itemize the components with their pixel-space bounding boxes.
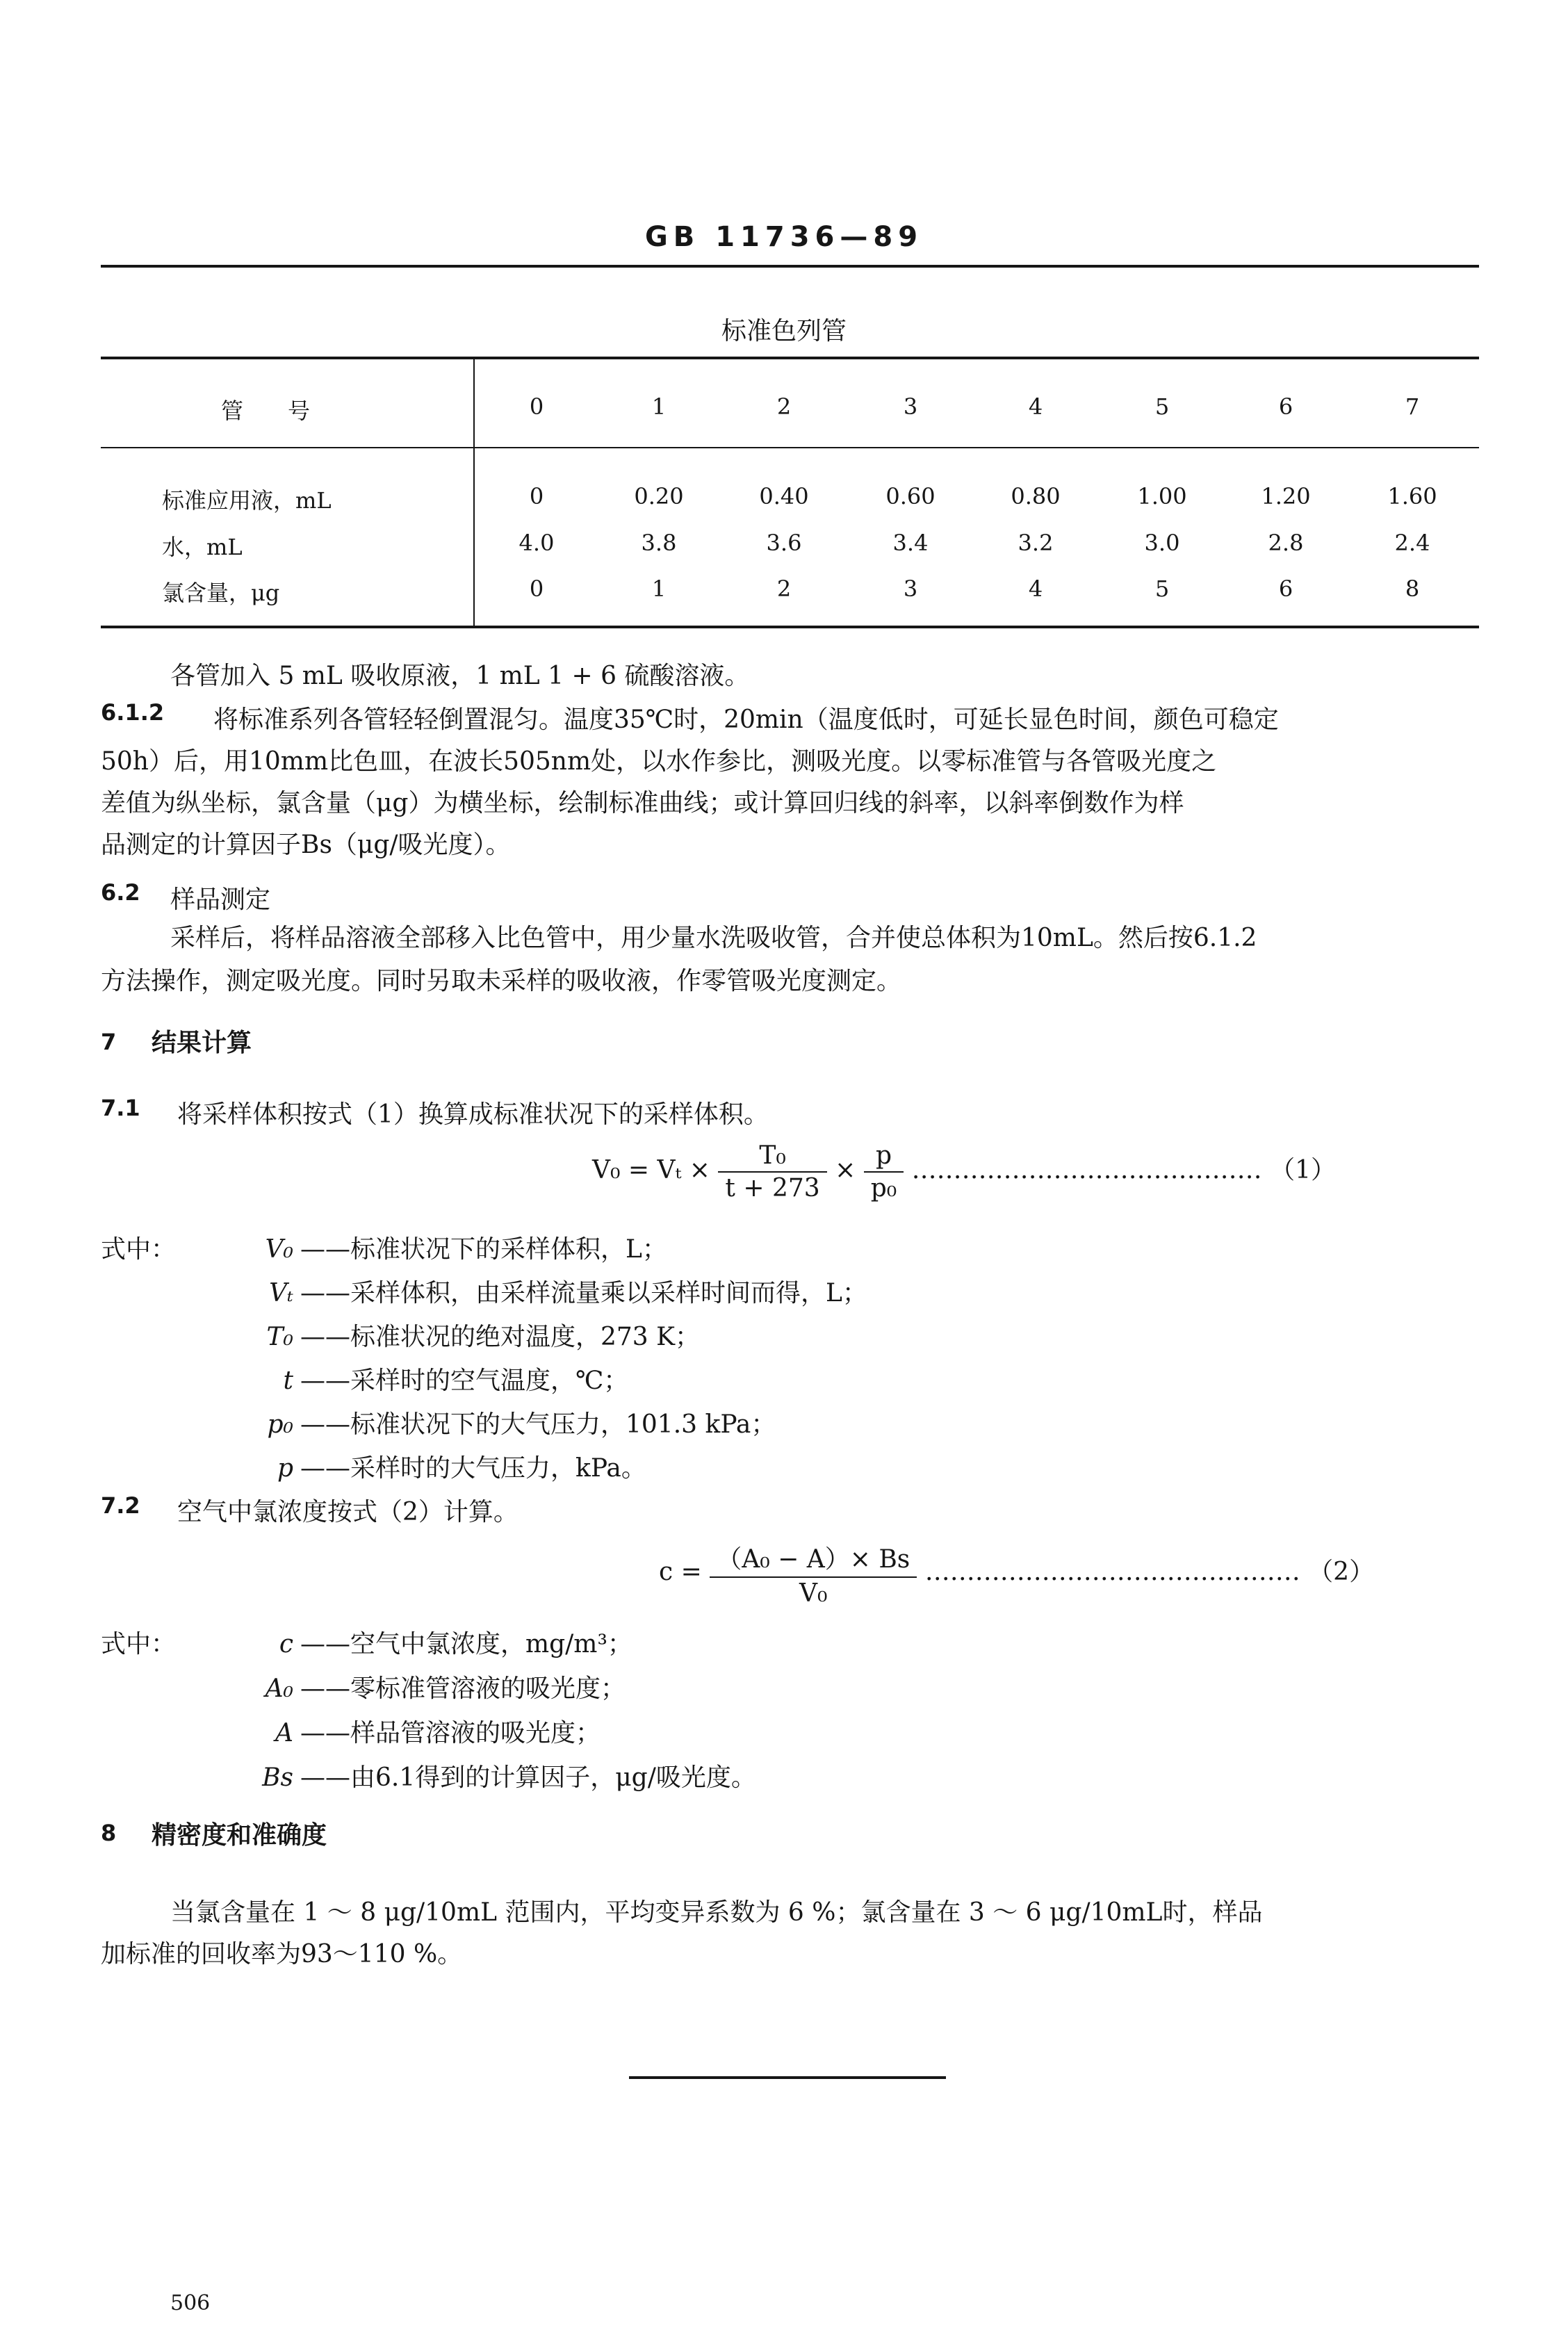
tube-number-7: 7 [1405, 393, 1420, 420]
section-number-6-2: 6.2 [101, 879, 140, 906]
eq1-lhs: V₀ = Vₜ × [592, 1156, 710, 1184]
vars1-desc-1: ——采样体积，由采样流量乘以采样时间而得，L； [300, 1279, 867, 1307]
table-cell-r2-c1: 1 [651, 576, 667, 602]
table-cell-r1-c1: 3.8 [641, 530, 677, 556]
table-row-label-2: 氯含量，μg [162, 580, 280, 606]
table-cell-r1-c3: 3.4 [892, 530, 929, 556]
eq1-fraction-temperature [718, 1141, 826, 1202]
table-cell-r0-c7: 1.60 [1387, 483, 1437, 509]
vars2-symbol-0: c [279, 1630, 293, 1658]
tube-number-1: 1 [651, 393, 667, 420]
vars1-desc-5: ——采样时的大气压力，kPa。 [300, 1454, 646, 1483]
eq1-frac1-numerator: T₀ [718, 1141, 826, 1173]
section-6-1-2-line-4: 品测定的计算因子Bs（μg/吸光度）。 [101, 831, 511, 859]
table-cell-r0-c6: 1.20 [1261, 483, 1311, 509]
vars1-symbol-5: p [277, 1454, 293, 1483]
table-cell-r1-c0: 4.0 [518, 530, 555, 556]
table-cell-r1-c4: 3.2 [1018, 530, 1054, 556]
table-cell-r2-c5: 5 [1154, 576, 1170, 602]
table-cell-r2-c2: 2 [776, 576, 792, 602]
table-bottom-rule [101, 626, 1479, 628]
equation-1 [592, 1141, 1336, 1202]
vars2-symbol-2: A [275, 1719, 293, 1747]
end-rule [629, 2076, 946, 2079]
eq1-times: × [835, 1156, 856, 1184]
vars2-symbol-3: Bs [262, 1763, 293, 1792]
section-8-title: 精密度和准确度 [152, 1820, 327, 1850]
table-caption: 标准色列管 [721, 317, 847, 345]
table-cell-r2-c3: 3 [903, 576, 918, 602]
header-rule [101, 265, 1479, 268]
vars2-desc-0: ——空气中氯浓度，mg/m³； [300, 1630, 632, 1658]
section-number-6-1-2: 6.1.2 [101, 699, 165, 726]
where-label-2: 式中： [101, 1630, 177, 1658]
table-cell-r0-c3: 0.60 [885, 483, 936, 509]
section-7-1-text: 将采样体积按式（1）换算成标准状况下的采样体积。 [177, 1100, 769, 1129]
where-label-1: 式中： [101, 1235, 177, 1264]
vars1-symbol-4: p₀ [267, 1410, 293, 1439]
table-head-rule [101, 447, 1479, 448]
eq2-fraction [710, 1540, 917, 1608]
section-8-line-2: 加标准的回收率为93～110 %。 [101, 1940, 463, 1968]
table-cell-r2-c4: 4 [1028, 576, 1043, 602]
vars1-symbol-3: t [283, 1367, 293, 1395]
tube-number-5: 5 [1154, 393, 1170, 420]
equation-2 [659, 1540, 1374, 1608]
eq2-denominator: V₀ [799, 1579, 828, 1608]
table-row-label-0: 标准应用液，mL [162, 487, 332, 514]
paragraph-add-reagent: 各管加入 5 mL 吸收原液，1 mL 1 + 6 硫酸溶液。 [170, 662, 750, 690]
section-8-line-1: 当氯含量在 1 ～ 8 μg/10mL 范围内，平均变异系数为 6 %；氯含量在 3 ～ 6 μg/10mL时，样品 [170, 1898, 1263, 1927]
eq1-frac2-denominator: p₀ [870, 1174, 897, 1202]
section-6-2-line-2: 方法操作，测定吸光度。同时另取未采样的吸收液，作零管吸光度测定。 [101, 967, 902, 995]
eq2-leader: ……………………………………… [924, 1558, 1300, 1586]
eq2-numerator: （A₀ − A）× Bs [710, 1540, 917, 1578]
section-6-2-title: 样品测定 [170, 886, 271, 914]
document-header: GB 11736—89 [644, 221, 924, 253]
table-cell-r2-c7: 8 [1405, 576, 1420, 602]
vars1-desc-2: ——标准状况的绝对温度，273 K； [300, 1323, 701, 1351]
table-cell-r0-c4: 0.80 [1011, 483, 1061, 509]
vars1-symbol-0: V₀ [265, 1235, 293, 1264]
table-cell-r0-c1: 0.20 [634, 483, 684, 509]
eq1-fraction-pressure [864, 1141, 904, 1202]
tube-number-6: 6 [1278, 393, 1293, 420]
section-6-1-2-line-2: 50h）后，用10mm比色皿，在波长505nm处，以水作参比，测吸光度。以零标准管与各管吸光度之 [101, 747, 1217, 776]
section-number-7: 7 [101, 1029, 117, 1055]
eq2-number: （2） [1308, 1558, 1375, 1586]
vars2-desc-1: ——零标准管溶液的吸光度； [300, 1674, 626, 1703]
section-number-7-2: 7.2 [101, 1492, 140, 1519]
section-number-7-1: 7.1 [101, 1095, 140, 1121]
table-vertical-rule [473, 358, 475, 627]
section-7-title: 结果计算 [152, 1028, 252, 1057]
table-top-rule [101, 357, 1479, 359]
tube-number-2: 2 [776, 393, 792, 420]
table-row-label-1: 水，mL [162, 534, 243, 560]
vars1-symbol-2: T₀ [266, 1323, 293, 1351]
vars1-desc-0: ——标准状况下的采样体积，L； [300, 1235, 667, 1264]
section-6-2-line-1: 采样后，将样品溶液全部移入比色管中，用少量水洗吸收管，合并使总体积为10mL。然后按6.1.2 [170, 924, 1257, 952]
table-cell-r0-c0: 0 [529, 483, 544, 509]
vars2-desc-2: ——样品管溶液的吸光度； [300, 1719, 601, 1747]
tube-number-3: 3 [903, 393, 918, 420]
vars2-symbol-1: A₀ [265, 1674, 293, 1703]
table-cell-r2-c6: 6 [1278, 576, 1293, 602]
vars2-desc-3: ——由6.1得到的计算因子，μg/吸光度。 [300, 1763, 756, 1792]
vars1-symbol-1: Vₜ [269, 1279, 293, 1307]
table-cell-r1-c7: 2.4 [1394, 530, 1430, 556]
table-cell-r0-c2: 0.40 [759, 483, 809, 509]
eq2-lhs: c = [659, 1558, 702, 1586]
eq1-leader: …………………………………… [911, 1156, 1262, 1184]
eq1-number: （1） [1270, 1156, 1337, 1184]
table-head-label: 管 号 [221, 398, 311, 424]
table-cell-r1-c5: 3.0 [1144, 530, 1180, 556]
table-cell-r0-c5: 1.00 [1137, 483, 1187, 509]
eq1-frac1-denominator: t + 273 [725, 1174, 820, 1202]
tube-number-4: 4 [1028, 393, 1043, 420]
vars1-desc-3: ——采样时的空气温度，℃； [300, 1367, 629, 1395]
section-6-1-2-line-1: 将标准系列各管轻轻倒置混匀。温度35℃时，20min（温度低时，可延长显色时间，颜色可稳定 [213, 706, 1279, 734]
page-number: 506 [170, 2291, 211, 2315]
eq1-frac2-numerator: p [864, 1141, 904, 1173]
vars1-desc-4: ——标准状况下的大气压力，101.3 kPa； [300, 1410, 776, 1439]
tube-number-0: 0 [529, 393, 544, 420]
table-cell-r1-c2: 3.6 [766, 530, 802, 556]
table-cell-r2-c0: 0 [529, 576, 544, 602]
section-6-1-2-line-3: 差值为纵坐标，氯含量（μg）为横坐标，绘制标准曲线；或计算回归线的斜率，以斜率倒数作为样 [101, 789, 1184, 817]
table-cell-r1-c6: 2.8 [1268, 530, 1304, 556]
section-number-8: 8 [101, 1820, 117, 1846]
section-7-2-text: 空气中氯浓度按式（2）计算。 [177, 1498, 518, 1526]
